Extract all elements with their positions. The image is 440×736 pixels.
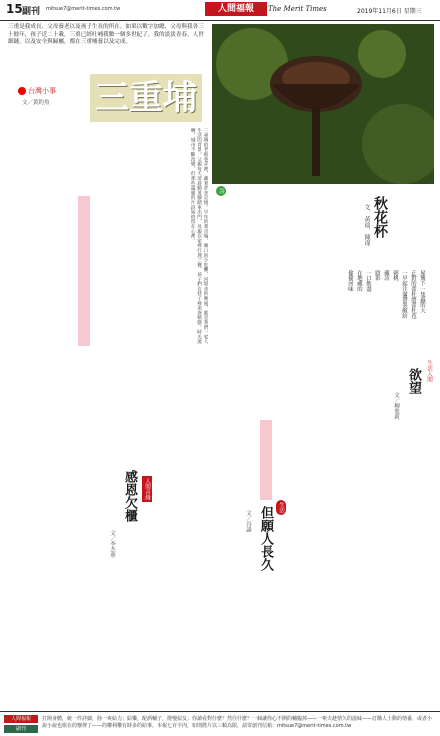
- essay-wish-tag: 生活人間: [426, 360, 432, 383]
- poem-line: 屋簷下一隻蟲的大: [419, 270, 425, 314]
- column-kicker-label: 台灣小事: [28, 87, 56, 95]
- essay-gratitude-title: 感恩欠櫃: [122, 470, 137, 522]
- flower-photo: [212, 24, 434, 184]
- intro-paragraph: 三重是我成長、父母養老以及孩子生長的所在。如果以數字加總，父母與我各三十餘年，孩子近二十載，三重已經吐哺我數一個多世紀了。我的淡淡青春、人世細縫、以及安全與歸屬，都在三重哺養以及完成。: [8, 24, 204, 46]
- essay-longing-tag: 生活: [278, 502, 284, 514]
- newspaper-logo: 人間福報: [205, 2, 267, 16]
- poem-prose-block: [212, 200, 340, 350]
- essay-wish-body-continued: [300, 525, 435, 705]
- column-body: 三重埔的老街巷弄裡，藏著許多記憶。早年的菜市場、廟口的小吃攤、河堤旁的晚風，都是我們一家人生活的背景。父親每天清晨騎著腳踏車出門，母親在家裡打理三餐，孩子們在巷子裡追逐嬉戲。時光流轉，城市不斷改變，但那些溫暖的片段始終留在心裡。: [190, 128, 208, 344]
- footer-section-label: 副刊: [4, 725, 38, 733]
- column-kicker: [18, 86, 56, 96]
- poem-line: 刺桃: [392, 270, 398, 281]
- poem-line: 在地藏的: [356, 270, 362, 292]
- footer-logo: 人間福報: [4, 715, 38, 723]
- poem-lines: [345, 270, 426, 350]
- essay-gratitude-tag: 人間音緣: [144, 478, 150, 501]
- highlight-column-strip: [78, 196, 90, 346]
- page-header: [0, 0, 440, 21]
- essay-longing-highlight: [260, 420, 272, 500]
- poem-line: 陰影: [374, 270, 380, 281]
- essay-gratitude-body: [8, 360, 103, 705]
- poem-author: 文．黃瑞．陳瑾: [363, 204, 370, 246]
- essay-longing-author: 文／谷諭: [245, 510, 251, 532]
- submission-notice: 打開身體，統一件詳細，陸一爽給力；給樂，配酒輔子，燈慢似友；你讀看對什麼？然往什麼？一個讓你心不開的輔臨掉——一牽夫趁情久的滋味——訂購人士動的情番，或者小說小說也組在的懷裡了——的權利權有時多的給事，本報七百字內，如則將片以三幀為限，請寄創刊信箱：mitsue7@merit-times.com.tw: [42, 716, 433, 730]
- essay-wish-body: [300, 360, 390, 520]
- column-title: 三重埔: [90, 74, 202, 122]
- page-footer: [0, 711, 440, 736]
- essay-longing-body: [150, 360, 240, 705]
- contact-email[interactable]: mitsue7@merit-times.com.tw: [46, 6, 121, 12]
- poem-line: 一口飲盡: [365, 270, 371, 292]
- poem-line: 一早起注滿帶墨繽紛: [401, 270, 407, 319]
- newspaper-english-name: The Merit Times: [268, 5, 327, 13]
- kicker-dot-icon: [18, 87, 26, 95]
- column-byline: 文／黃釣魚: [22, 100, 50, 106]
- poem-line: 藏詩: [383, 270, 389, 281]
- essay-gratitude-author: 文／李杰蕙: [109, 530, 115, 558]
- poem-title: 秋花杯: [372, 196, 388, 238]
- essay-wish-author: 文／柳葉莉: [393, 392, 399, 420]
- flower-illustration: [212, 24, 434, 184]
- poem-tag: 詩: [218, 188, 224, 194]
- essay-longing-title: 但願人長久: [258, 506, 273, 571]
- poem-line: 偷偷回味: [347, 270, 353, 292]
- page-number: 15: [6, 2, 23, 16]
- issue-date: 2019年11月6日 星期三: [357, 8, 422, 15]
- section-name: 副刊: [22, 7, 41, 17]
- essay-wish-title: 欲望: [406, 368, 421, 394]
- poem-line: 正對的蕾杜將蕾杜苞: [410, 270, 416, 319]
